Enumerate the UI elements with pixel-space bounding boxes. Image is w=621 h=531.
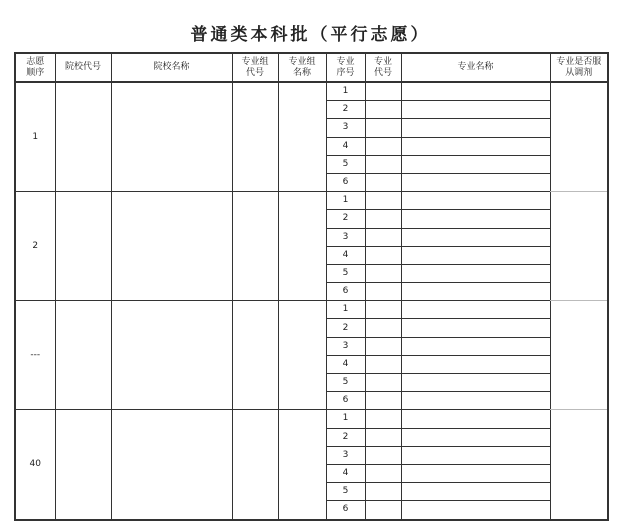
major-name-cell[interactable] — [401, 246, 550, 264]
major-name-cell[interactable] — [401, 374, 550, 392]
major-seq-cell: 6 — [326, 392, 365, 410]
major-seq-cell: 6 — [326, 173, 365, 191]
major-seq-cell: 1 — [326, 82, 365, 101]
major-seq-cell: 5 — [326, 264, 365, 282]
major-seq-cell: 5 — [326, 155, 365, 173]
major-code-cell[interactable] — [365, 464, 401, 482]
school-code-cell[interactable] — [55, 192, 111, 301]
school-name-cell[interactable] — [111, 192, 232, 301]
major-name-cell[interactable] — [401, 173, 550, 191]
header-order: 志愿顺序 — [15, 53, 55, 82]
header-major-seq: 专业序号 — [326, 53, 365, 82]
table-row — [15, 410, 608, 428]
major-name-cell[interactable] — [401, 337, 550, 355]
major-seq-cell: 4 — [326, 355, 365, 373]
major-code-cell[interactable] — [365, 483, 401, 501]
major-name-cell[interactable] — [401, 483, 550, 501]
school-name-cell[interactable] — [111, 410, 232, 520]
major-code-cell[interactable] — [365, 119, 401, 137]
application-form-table — [14, 52, 609, 521]
major-code-cell[interactable] — [365, 428, 401, 446]
group-code-cell[interactable] — [232, 192, 278, 301]
major-code-cell[interactable] — [365, 228, 401, 246]
major-name-cell[interactable] — [401, 137, 550, 155]
major-seq-cell: 2 — [326, 210, 365, 228]
major-code-cell[interactable] — [365, 101, 401, 119]
group-name-cell[interactable] — [278, 301, 326, 410]
major-name-cell[interactable] — [401, 446, 550, 464]
header-group-name: 专业组名称 — [278, 53, 326, 82]
major-seq-cell: 3 — [326, 119, 365, 137]
order-cell: 1 — [15, 82, 55, 192]
group-code-cell[interactable] — [232, 82, 278, 192]
major-code-cell[interactable] — [365, 155, 401, 173]
header-obey: 专业是否服从调剂 — [550, 53, 608, 82]
major-name-cell[interactable] — [401, 392, 550, 410]
order-cell: --- — [15, 301, 55, 410]
major-name-cell[interactable] — [401, 264, 550, 282]
major-seq-cell: 6 — [326, 283, 365, 301]
major-seq-cell: 4 — [326, 464, 365, 482]
major-name-cell[interactable] — [401, 410, 550, 428]
header-school-name: 院校名称 — [111, 53, 232, 82]
order-cell: 2 — [15, 192, 55, 301]
major-name-cell[interactable] — [401, 101, 550, 119]
major-name-cell[interactable] — [401, 319, 550, 337]
obey-adjustment-cell[interactable] — [550, 192, 608, 301]
major-seq-cell: 5 — [326, 374, 365, 392]
header-group-code: 专业组代号 — [232, 53, 278, 82]
major-name-cell[interactable] — [401, 119, 550, 137]
school-name-cell[interactable] — [111, 82, 232, 192]
major-name-cell[interactable] — [401, 464, 550, 482]
school-code-cell[interactable] — [55, 82, 111, 192]
major-name-cell[interactable] — [401, 428, 550, 446]
major-code-cell[interactable] — [365, 355, 401, 373]
major-name-cell[interactable] — [401, 210, 550, 228]
major-seq-cell: 2 — [326, 428, 365, 446]
major-code-cell[interactable] — [365, 446, 401, 464]
table-row — [15, 192, 608, 210]
major-name-cell[interactable] — [401, 501, 550, 520]
major-code-cell[interactable] — [365, 82, 401, 101]
group-code-cell[interactable] — [232, 410, 278, 520]
major-seq-cell: 3 — [326, 337, 365, 355]
major-code-cell[interactable] — [365, 410, 401, 428]
obey-adjustment-cell[interactable] — [550, 410, 608, 520]
major-name-cell[interactable] — [401, 192, 550, 210]
major-seq-cell: 6 — [326, 501, 365, 520]
header-school-code: 院校代号 — [55, 53, 111, 82]
header-major-name: 专业名称 — [401, 53, 550, 82]
major-code-cell[interactable] — [365, 337, 401, 355]
school-code-cell[interactable] — [55, 410, 111, 520]
major-name-cell[interactable] — [401, 82, 550, 101]
major-code-cell[interactable] — [365, 192, 401, 210]
group-name-cell[interactable] — [278, 192, 326, 301]
major-code-cell[interactable] — [365, 173, 401, 191]
major-code-cell[interactable] — [365, 392, 401, 410]
header-major-code: 专业代号 — [365, 53, 401, 82]
major-code-cell[interactable] — [365, 264, 401, 282]
group-code-cell[interactable] — [232, 301, 278, 410]
major-name-cell[interactable] — [401, 155, 550, 173]
major-seq-cell: 2 — [326, 319, 365, 337]
major-code-cell[interactable] — [365, 246, 401, 264]
major-code-cell[interactable] — [365, 283, 401, 301]
major-name-cell[interactable] — [401, 301, 550, 319]
major-seq-cell: 5 — [326, 483, 365, 501]
school-code-cell[interactable] — [55, 301, 111, 410]
major-name-cell[interactable] — [401, 228, 550, 246]
page-title: 普通类本科批（平行志愿） — [190, 25, 431, 45]
header-row — [15, 53, 608, 82]
major-name-cell[interactable] — [401, 283, 550, 301]
major-name-cell[interactable] — [401, 355, 550, 373]
major-code-cell[interactable] — [365, 319, 401, 337]
obey-adjustment-cell[interactable] — [550, 301, 608, 410]
major-seq-cell: 2 — [326, 101, 365, 119]
table-row — [15, 82, 608, 101]
major-code-cell[interactable] — [365, 374, 401, 392]
major-seq-cell: 4 — [326, 137, 365, 155]
major-seq-cell: 3 — [326, 228, 365, 246]
major-code-cell[interactable] — [365, 210, 401, 228]
obey-adjustment-cell[interactable] — [550, 82, 608, 192]
major-seq-cell: 4 — [326, 246, 365, 264]
major-code-cell[interactable] — [365, 137, 401, 155]
major-code-cell[interactable] — [365, 301, 401, 319]
group-name-cell[interactable] — [278, 82, 326, 192]
table-row — [15, 301, 608, 319]
order-cell: 40 — [15, 410, 55, 520]
school-name-cell[interactable] — [111, 301, 232, 410]
major-seq-cell: 3 — [326, 446, 365, 464]
group-name-cell[interactable] — [278, 410, 326, 520]
major-seq-cell: 1 — [326, 192, 365, 210]
table-body — [15, 82, 608, 520]
major-seq-cell: 1 — [326, 301, 365, 319]
major-code-cell[interactable] — [365, 501, 401, 520]
major-seq-cell: 1 — [326, 410, 365, 428]
